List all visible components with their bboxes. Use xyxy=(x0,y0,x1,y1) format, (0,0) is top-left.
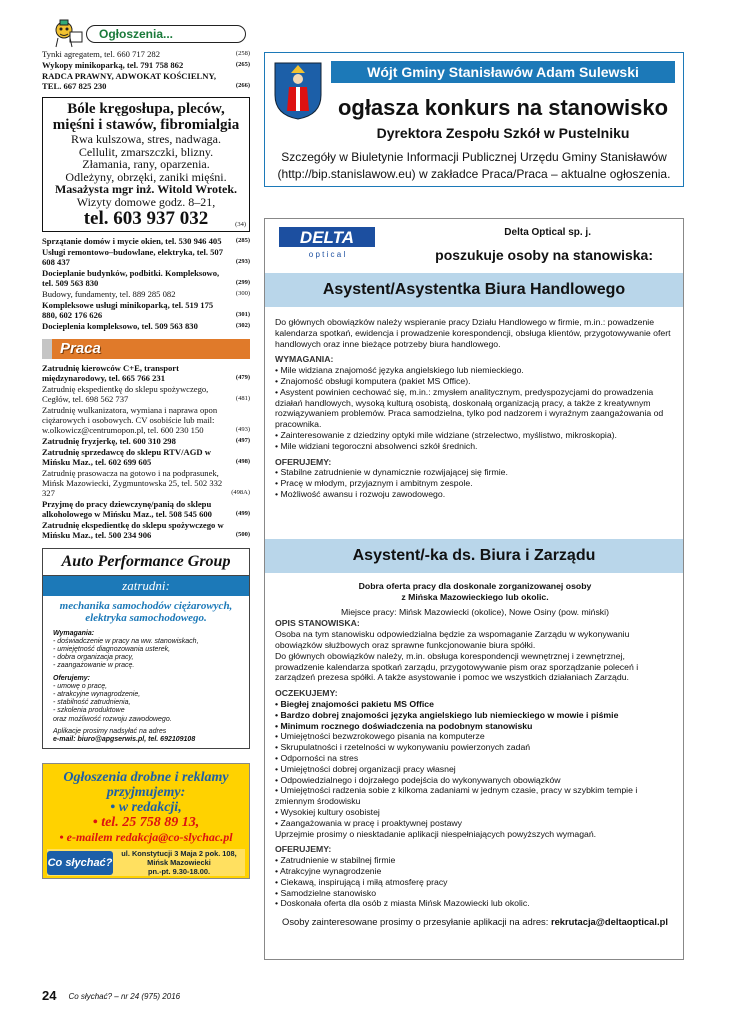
text-line: • Samodzielne stanowisko xyxy=(275,887,377,898)
ad-number: (500) xyxy=(235,530,250,538)
ad-text: Sprzątanie domów i mycie okien, tel. 530 946 405 xyxy=(42,235,222,246)
ad-number: (498) xyxy=(235,457,250,465)
classified-ad xyxy=(42,468,250,498)
classifieds-footer xyxy=(47,849,245,876)
text-line: • Doskonała oferta dla osób z miasta Mińsk Mazowiecki lub okolic. xyxy=(275,898,530,909)
text-line: • Skrupulatności i rzetelności w wykonywaniu powierzonych zadań xyxy=(275,742,531,753)
ad-text: Wykopy minikoparką, tel. 791 758 862 xyxy=(42,60,184,70)
classified-ad xyxy=(42,447,250,467)
wojt-details-line: (http://bip.stanislawow.eu) w zakładce Praca/Praca – aktualne ogłoszenia. xyxy=(277,167,671,181)
text-line: • Odpowiedzialnego i dojrzałego podejścia do wykonywanych obowiązków xyxy=(275,774,561,785)
text-line: Osoba na tym stanowisku odpowiedzialna będzie za wspomaganie Zarządu w wykonywaniu obowiązków służbowych oraz sprawne funkcjonowanie biura spółki. xyxy=(275,629,630,650)
wojt-announcement: ogłasza konkurs na stanowisko xyxy=(337,95,669,120)
page-footer xyxy=(42,988,180,1003)
mascot-icon xyxy=(50,18,84,48)
ad-text: Zatrudnię ekspedientkę do sklepu spożywczego w Mińsku Maz., tel. 500 234 906 xyxy=(42,519,224,540)
issue-label: Co słychać? – nr 24 (975) 2016 xyxy=(68,992,181,1002)
text-line: • Ciekawą, inspirującą i miłą atmosferę pracy xyxy=(275,876,448,887)
massage-name: Masażysta mgr inż. Witold Wrotek. xyxy=(54,182,237,196)
classifieds-email: • e-mailem redakcja@co-slychac.pl xyxy=(59,830,233,845)
text-line: • Umiejętności radzenia sobie z kilkoma zadaniami w jednym czasie, pracy w szybkim tempie i zmiennym środowisku xyxy=(275,785,638,807)
delta-apply xyxy=(275,917,675,928)
text-line: - atrakcyjne wynagrodzenie, xyxy=(53,690,141,698)
classifieds-address xyxy=(113,849,245,876)
co-slychac-logo: Co słychać? xyxy=(47,851,113,875)
apg-hiring: zatrudni: xyxy=(43,576,249,596)
text-line: - umiejętność diagnozowania usterek, xyxy=(53,645,171,653)
ad-text: Budowy, fundamenty, tel. 889 285 082 xyxy=(42,288,176,299)
apg-apply: Aplikacje prosimy nadsyłać na adres xyxy=(53,727,167,735)
text-line: • Stabilne zatrudnienie w dynamicznie rozwijającej się firmie. xyxy=(275,467,508,478)
delta-optical-ad xyxy=(264,218,684,960)
ad-text: Zatrudnię ekspedientkę do sklepu spożywczego, Cegłów, tel. 698 562 737 xyxy=(42,383,209,404)
wojt-ad xyxy=(264,52,684,187)
text-line: • Asystent powinien cechować się, m.in.: zmysłem analitycznym, predyspozycjami do prowadzenia działań handlowych, wysoką kulturą osobistą, doskonałą organizacją pracy, a także z kreatywnym rozwiązywaniem problemów. Praca samodzielna, tylko pod nadzorem i wyraźnym zaangażowania od pracownika. xyxy=(275,386,664,430)
text-line: - dobra organizacja pracy, xyxy=(53,654,134,662)
text-line: • Umiejętności bezwzrokowego pisania na komputerze xyxy=(275,731,485,742)
delta-position-1: Asystent/Asystentka Biura Handlowego xyxy=(265,273,683,307)
ad-text: Tynki agregatem, tel. 660 717 282 xyxy=(42,49,161,59)
delta-company: Delta Optical sp. j. xyxy=(504,227,591,238)
text-line: • Atrakcyjne wynagrodzenie xyxy=(275,865,382,876)
ad-text: Przyjmę do pracy dziewczynę/panią do sklepu alkoholowego w Mińsku Maz., tel. 508 545 600 xyxy=(42,498,212,519)
classified-ad xyxy=(42,289,250,299)
text-line: - stabilność zatrudnienia, xyxy=(53,699,131,707)
classified-ad xyxy=(42,300,250,320)
classified-ad xyxy=(42,321,250,331)
massage-ad xyxy=(42,97,250,232)
address-line: Mińsk Mazowiecki xyxy=(147,858,211,868)
ad-number: (293) xyxy=(235,257,250,265)
text-line: • Zatrudnienie w stabilnej firmie xyxy=(275,855,396,866)
delta-seeks: poszukuje osoby na stanowiska: xyxy=(435,247,653,263)
delta-req-heading: WYMAGANIA: xyxy=(275,354,334,365)
ad-number: (285) xyxy=(235,236,250,244)
ad-number: (493) xyxy=(235,425,250,433)
ad-number: (299) xyxy=(235,278,250,286)
classified-ad xyxy=(42,436,250,446)
delta-desc-heading: OPIS STANOWISKA: xyxy=(275,618,360,629)
delta-position-1-body xyxy=(275,317,675,500)
ad-text: Docieplenia kompleksowo, tel. 509 563 830 xyxy=(42,320,198,331)
ad-number: (481) xyxy=(235,394,250,402)
apg-req-heading: Wymagania: xyxy=(53,629,95,637)
classified-ad xyxy=(42,520,250,540)
ad-text: Usługi remontowo–budowlane, elektryka, tel. 507 608 437 xyxy=(42,246,224,267)
text-line: oraz możliwość rozwoju zawodowego. xyxy=(53,715,172,723)
classified-ad xyxy=(42,384,250,404)
ad-number: (258) xyxy=(235,50,250,57)
coat-of-arms-icon xyxy=(273,61,323,121)
ad-number: (497) xyxy=(235,436,250,444)
massage-lines xyxy=(47,133,245,183)
classifieds-phone: • tel. 25 758 89 13, xyxy=(92,815,200,831)
text-line: - doświadczenie w pracy na ww. stanowiskach, xyxy=(53,637,199,645)
wojt-details-line: Szczegóły w Biuletynie Informacji Publicznej Urzędu Gminy Stanisławów xyxy=(281,150,667,164)
ad-number: (302) xyxy=(235,321,250,329)
apg-off-list xyxy=(53,683,239,724)
ad-number: (266) xyxy=(235,82,250,89)
apg-details xyxy=(43,630,249,749)
delta-pos2-lead: Dobra oferta pracy dla doskonale zorganizowanej osoby xyxy=(358,581,592,591)
address-line: ul. Konstytucji 3 Maja 2 pok. 108, xyxy=(121,849,237,859)
text-line: • Pracę w młodym, przyjaznym i ambitnym zespole. xyxy=(275,478,473,489)
delta-req-list xyxy=(275,365,675,451)
text-line: Cellulit, zmarszczki, blizny. xyxy=(78,144,214,159)
wojt-heading: Wójt Gminy Stanisławów Adam Sulewski xyxy=(331,61,675,83)
apg-contact: e-mail: biuro@apgserwis.pl, tel. 692109108 xyxy=(53,735,196,743)
classified-ad xyxy=(42,236,250,246)
delta-exp-list xyxy=(275,731,675,839)
delta-position-2-body xyxy=(275,581,675,928)
delta-exp-bold-list xyxy=(275,699,675,731)
text-line: Rwa kulszowa, stres, nadwaga. xyxy=(71,132,221,146)
ad-number: (265) xyxy=(235,61,250,68)
wojt-position: Dyrektora Zespołu Szkół w Pustelniku xyxy=(376,125,630,141)
praca-header: Praca xyxy=(42,339,250,359)
text-line: Do głównych obowiązków należy, m.in. obsługa korespondencji wewnętrznej i zewnętrznej, prowadzenie kalendarza spotkań zarządu, przygotowywanie pism oraz sporządzanie poleceń i zarządzeń prezesa spółki. A także asystowanie i pomoc we wszystkich działaniach Zarządu. xyxy=(275,650,639,683)
delta-exp-heading: OCZEKUJEMY: xyxy=(275,688,338,699)
text-line: • Bardzo dobrej znajomości języka angielskiego lub niemieckiego w mowie i piśmie xyxy=(275,709,619,720)
ads-list-mid xyxy=(42,236,250,331)
classifieds-subtitle: przyjmujemy: xyxy=(106,785,186,801)
classified-ad xyxy=(42,247,250,267)
address-line: pn.-pt. 9.30-18.00. xyxy=(147,867,211,877)
delta-desc-list xyxy=(275,629,675,683)
ads-list-top xyxy=(42,49,250,91)
text-line: - umowę o pracę, xyxy=(53,682,108,690)
text-line: • Biegłej znajomości pakietu MS Office xyxy=(275,698,434,709)
ad-number: (499) xyxy=(235,509,250,517)
text-line: • Zaangażowania w pracę i proaktywnej postawy xyxy=(275,817,463,828)
classified-ad xyxy=(42,405,250,435)
delta-apply-text: Osoby zainteresowane prosimy o przesyłanie aplikacji na adres: xyxy=(282,916,549,928)
classified-ad xyxy=(42,268,250,288)
delta-off2-list xyxy=(275,855,675,909)
apg-title: Auto Performance Group xyxy=(43,549,249,576)
ad-number: (498A) xyxy=(231,488,250,496)
delta-place: Miejsce pracy: Mińsk Mazowiecki (okolice), Nowe Osiny (pow. miński) xyxy=(341,606,609,617)
delta-pos1-intro: Do głównych obowiązków należy wspieranie pracy Działu Handlowego w firmie, m.in.: powadzenie kalendarza spotkań, ewidencja i prowadzenie korespondencji, obsługa klientów, przygotowywanie ofert handlowych oraz inne bieżące potrzeby biura handlowego. xyxy=(275,317,671,349)
text-line: - zaangażowanie w pracę. xyxy=(53,662,135,670)
classified-ad xyxy=(42,49,250,59)
text-line: • Możliwość awansu i rozwoju zawodowego. xyxy=(275,488,446,499)
delta-off-heading: OFERUJEMY: xyxy=(275,456,332,467)
classified-ad xyxy=(42,60,250,70)
text-line: • Umiejętności dobrej organizacji pracy własnej xyxy=(275,763,456,774)
text-line: Odleżyny, obrzęki, zaniki mięśni. xyxy=(65,169,227,184)
massage-phone: tel. 603 937 032 xyxy=(83,207,209,229)
text-line: • Minimum rocznego doświadczenia na podobnym stanowisku xyxy=(275,720,533,731)
massage-visits: Wizyty domowe godz. 8–21, xyxy=(76,195,216,209)
apg-req-list xyxy=(53,638,239,671)
classifieds-ad xyxy=(42,763,250,879)
text-line: Uprzejmie prosimy o niesktadanie aplikacji niespełniających powyższych wymagań. xyxy=(275,828,597,839)
text-line: • Zainteresowanie z dziedziny optyki mile widziane (strzelectwo, myślistwo, mikroskopia). xyxy=(275,429,617,440)
ad-text: Zatrudnię prasowacza na gotowo i na podprasunek, Mińsk Mazowiecki, Zygmuntowska 25, tel. 502 332 327 xyxy=(42,467,223,498)
text-line: • Znajomość obsługi komputera (pakiet MS Office). xyxy=(275,375,471,386)
text-line: • Odporności na stres xyxy=(275,752,359,763)
section-header xyxy=(42,18,250,48)
apg-ad xyxy=(42,548,250,750)
classifieds-title: Ogłoszenia drobne i reklamy xyxy=(63,770,229,786)
classified-ad xyxy=(42,499,250,519)
delta-position-2: Asystent/-ka ds. Biura i Zarządu xyxy=(265,539,683,573)
left-column xyxy=(42,18,250,879)
delta-logo-text: DELTA xyxy=(299,228,355,247)
massage-title: Bóle kręgosłupa, pleców, mięśni i stawów, fibromialgia xyxy=(52,101,240,133)
text-line: • Wysokiej kultury osobistej xyxy=(275,806,380,817)
ad-number: (34) xyxy=(235,220,246,228)
delta-off-list xyxy=(275,467,675,499)
text-line: • Mile widziani tegoroczni absolwenci szkół średnich. xyxy=(275,440,478,451)
section-title: Ogłoszenia... xyxy=(86,25,246,43)
delta-pos2-lead: z Mińska Mazowieckiego lub okolic. xyxy=(401,591,549,602)
ad-text: Zatrudnię kierowców C+E, transport międzynarodowy, tel. 665 766 231 xyxy=(42,362,179,383)
ad-text: Kompleksowe usługi minikoparką, tel. 519 175 880, 602 176 626 xyxy=(42,299,214,320)
ad-text: Zatrudnię sprzedawcę do sklepu RTV/AGD w Mińsku Maz., tel. 602 699 605 xyxy=(42,446,211,467)
apg-off-heading: Oferujemy: xyxy=(53,674,90,682)
ad-text: Docieplanie budynków, podbitki. Kompleksowo, tel. 509 563 830 xyxy=(42,267,220,288)
wojt-details xyxy=(273,149,675,183)
delta-off2-heading: OFERUJEMY: xyxy=(275,844,332,855)
text-line: Złamania, rany, oparzenia. xyxy=(82,157,210,171)
text-line: • Mile widziana znajomość języka angielskiego lub niemieckiego. xyxy=(275,365,524,376)
classified-ad xyxy=(42,363,250,383)
classifieds-office: • w redakcji, xyxy=(110,800,182,816)
ad-text: Zatrudnię wulkanizatora, wymiana i naprawa opon ciężarowych i osobowych. CV osobiście lub mail: w.olkowicz@centrumopon.pl, tel. 600 230 150 xyxy=(42,404,218,435)
classified-ad xyxy=(42,71,250,91)
ad-number: (300) xyxy=(235,289,250,297)
delta-optical-logo xyxy=(279,227,379,259)
ad-text: RADCA PRAWNY, ADWOKAT KOŚCIELNY, TEL. 667 825 230 xyxy=(42,71,217,91)
page-number: 24 xyxy=(42,988,57,1003)
ads-list-praca xyxy=(42,363,250,540)
ad-number: (479) xyxy=(235,373,250,381)
ad-text: Zatrudnię fryzjerkę, tel. 600 310 298 xyxy=(42,435,176,446)
delta-logo-sub: o p t i c a l xyxy=(308,250,346,259)
ad-number: (301) xyxy=(235,310,250,318)
delta-apply-email[interactable]: rekrutacja@deltaoptical.pl xyxy=(550,916,668,928)
text-line: - szkolenia produktowe xyxy=(53,707,125,715)
apg-positions: mechanika samochodów ciężarowych, elektryka samochodowego. xyxy=(59,599,233,624)
